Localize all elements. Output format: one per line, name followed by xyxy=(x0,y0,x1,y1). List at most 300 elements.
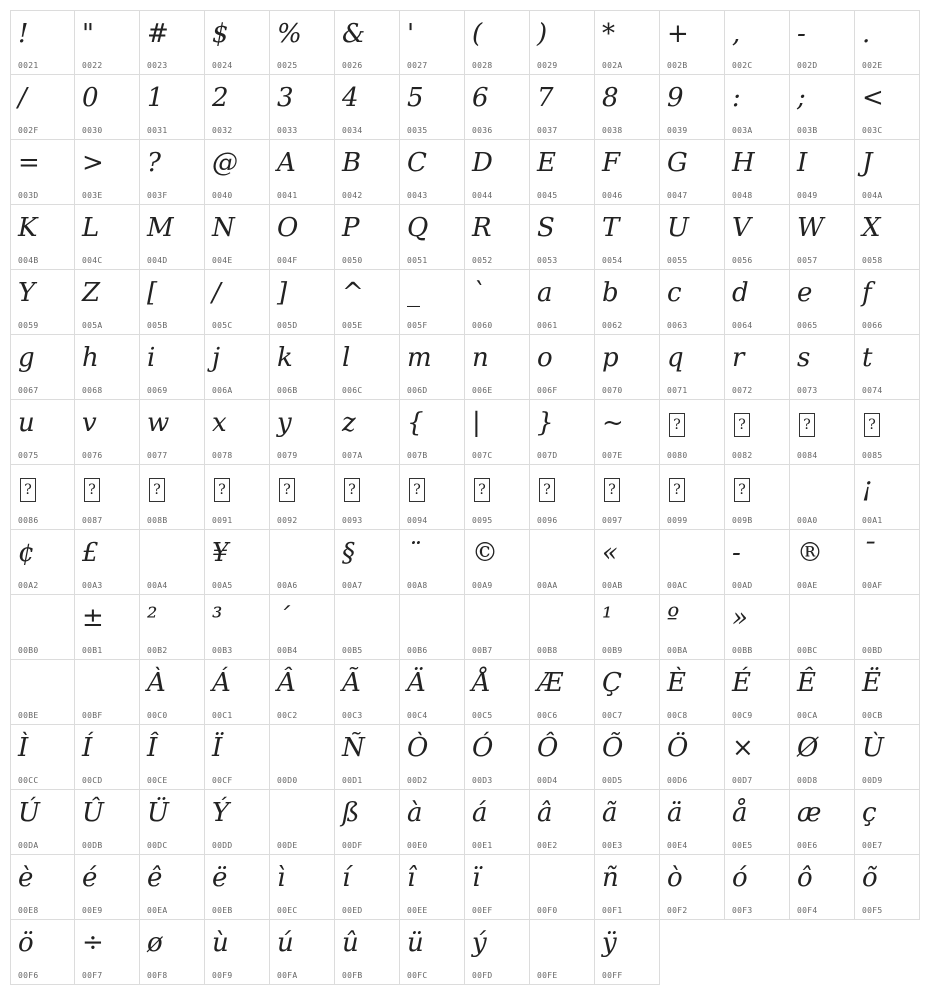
glyph-sample: ¥ xyxy=(212,538,229,568)
glyph-sample: ë xyxy=(212,863,228,893)
glyph-cell xyxy=(725,205,790,270)
glyph-codepoint: 00FB xyxy=(342,971,363,980)
glyph-grid xyxy=(10,10,920,985)
glyph-codepoint: 0038 xyxy=(602,126,623,135)
glyph-cell xyxy=(790,465,855,530)
glyph-cell xyxy=(400,400,465,465)
glyph-codepoint: 00E3 xyxy=(602,841,623,850)
glyph-cell xyxy=(400,270,465,335)
glyph-codepoint: 0074 xyxy=(862,386,883,395)
glyph-cell xyxy=(660,205,725,270)
glyph-sample: ¢ xyxy=(18,538,35,568)
glyph-sample: V xyxy=(732,213,751,243)
glyph-cell xyxy=(855,465,920,530)
glyph-cell xyxy=(335,855,400,920)
glyph-cell xyxy=(725,790,790,855)
glyph-codepoint: 00C6 xyxy=(537,711,558,720)
glyph-sample: } xyxy=(537,408,554,438)
glyph-cell xyxy=(10,660,75,725)
glyph-codepoint: 00A7 xyxy=(342,581,363,590)
missing-glyph-box: ? xyxy=(409,478,425,502)
glyph-codepoint: 00F6 xyxy=(18,971,39,980)
glyph-sample: @ xyxy=(212,148,238,178)
glyph-codepoint: 0043 xyxy=(407,191,428,200)
glyph-cell xyxy=(465,75,530,140)
glyph-cell xyxy=(530,530,595,595)
glyph-codepoint: 00FD xyxy=(472,971,493,980)
glyph-codepoint: 00F1 xyxy=(602,906,623,915)
glyph-codepoint: 002A xyxy=(602,61,623,70)
glyph-cell xyxy=(205,75,270,140)
glyph-codepoint: 0044 xyxy=(472,191,493,200)
glyph-codepoint: 0084 xyxy=(797,451,818,460)
glyph-codepoint: 00BC xyxy=(797,646,818,655)
glyph-codepoint: 00EC xyxy=(277,906,298,915)
glyph-cell xyxy=(660,465,725,530)
glyph-cell xyxy=(75,530,140,595)
glyph-codepoint: 004B xyxy=(18,256,39,265)
glyph-cell xyxy=(530,400,595,465)
glyph-cell xyxy=(725,270,790,335)
glyph-cell xyxy=(140,205,205,270)
glyph-sample: i xyxy=(147,343,156,373)
missing-glyph-box: ? xyxy=(84,478,100,502)
glyph-codepoint: 0041 xyxy=(277,191,298,200)
glyph-codepoint: 0077 xyxy=(147,451,168,460)
glyph-sample: ç xyxy=(862,798,877,828)
glyph-codepoint: 0052 xyxy=(472,256,493,265)
glyph-codepoint: 0023 xyxy=(147,61,168,70)
glyph-sample: a xyxy=(537,278,553,308)
glyph-cell xyxy=(790,270,855,335)
missing-glyph-box: ? xyxy=(799,413,815,437)
glyph-codepoint: 00E9 xyxy=(82,906,103,915)
glyph-sample: % xyxy=(277,19,302,49)
glyph-codepoint: 0050 xyxy=(342,256,363,265)
glyph-cell xyxy=(140,790,205,855)
glyph-codepoint: 00A2 xyxy=(18,581,39,590)
glyph-cell xyxy=(530,790,595,855)
glyph-codepoint: 006E xyxy=(472,386,493,395)
glyph-sample: B xyxy=(342,148,362,178)
glyph-cell xyxy=(140,335,205,400)
glyph-sample: õ xyxy=(862,863,878,893)
glyph-cell xyxy=(790,855,855,920)
glyph-codepoint: 005D xyxy=(277,321,298,330)
glyph-codepoint: 004F xyxy=(277,256,298,265)
glyph-sample: & xyxy=(342,19,366,49)
glyph-codepoint: 0065 xyxy=(797,321,818,330)
glyph-codepoint: 002C xyxy=(732,61,753,70)
glyph-sample: û xyxy=(342,928,359,958)
glyph-codepoint: 002D xyxy=(797,61,818,70)
glyph-cell xyxy=(10,725,75,790)
glyph-sample: r xyxy=(732,343,745,373)
glyph-codepoint: 0095 xyxy=(472,516,493,525)
glyph-sample: è xyxy=(18,863,34,893)
glyph-cell xyxy=(140,270,205,335)
glyph-cell xyxy=(465,140,530,205)
glyph-cell xyxy=(660,140,725,205)
glyph-cell xyxy=(595,400,660,465)
glyph-cell xyxy=(270,920,335,985)
glyph-cell xyxy=(530,465,595,530)
glyph-cell xyxy=(400,790,465,855)
glyph-codepoint: 0039 xyxy=(667,126,688,135)
glyph-cell xyxy=(205,920,270,985)
glyph-codepoint: 008B xyxy=(147,516,168,525)
glyph-codepoint: 00E2 xyxy=(537,841,558,850)
glyph-codepoint: 00E6 xyxy=(797,841,818,850)
glyph-cell xyxy=(530,10,595,75)
glyph-sample: 1 xyxy=(147,83,164,113)
glyph-sample: Ô xyxy=(537,733,559,763)
glyph-sample: - xyxy=(797,19,806,49)
glyph-sample: = xyxy=(18,148,40,178)
glyph-cell xyxy=(400,725,465,790)
glyph-cell xyxy=(140,400,205,465)
glyph-cell xyxy=(855,725,920,790)
glyph-sample: O xyxy=(277,213,299,243)
glyph-codepoint: 00B3 xyxy=(212,646,233,655)
glyph-cell xyxy=(335,75,400,140)
glyph-codepoint: 0079 xyxy=(277,451,298,460)
glyph-cell xyxy=(465,205,530,270)
glyph-cell xyxy=(530,920,595,985)
glyph-sample: ' xyxy=(407,19,415,49)
glyph-codepoint: 0078 xyxy=(212,451,233,460)
glyph-codepoint: 007A xyxy=(342,451,363,460)
glyph-codepoint: 00D1 xyxy=(342,776,363,785)
missing-glyph-box: ? xyxy=(474,478,490,502)
glyph-cell xyxy=(335,335,400,400)
glyph-sample: * xyxy=(602,19,615,49)
glyph-codepoint: 0021 xyxy=(18,61,39,70)
glyph-cell xyxy=(335,400,400,465)
glyph-cell xyxy=(10,10,75,75)
glyph-cell xyxy=(335,725,400,790)
glyph-cell xyxy=(400,465,465,530)
glyph-sample: ÷ xyxy=(82,928,104,958)
glyph-codepoint: 00E8 xyxy=(18,906,39,915)
glyph-sample: R xyxy=(472,213,492,243)
glyph-codepoint: 00B2 xyxy=(147,646,168,655)
glyph-cell xyxy=(855,660,920,725)
glyph-cell xyxy=(205,10,270,75)
glyph-codepoint: 003B xyxy=(797,126,818,135)
glyph-cell xyxy=(270,335,335,400)
glyph-sample: 9 xyxy=(667,83,684,113)
glyph-cell xyxy=(595,10,660,75)
glyph-codepoint: 00B9 xyxy=(602,646,623,655)
glyph-cell xyxy=(10,75,75,140)
glyph-cell xyxy=(465,855,530,920)
glyph-cell xyxy=(270,465,335,530)
glyph-cell xyxy=(855,790,920,855)
glyph-sample: Ú xyxy=(18,798,40,828)
glyph-codepoint: 00BA xyxy=(667,646,688,655)
glyph-sample: ¯ xyxy=(862,538,875,568)
glyph-cell xyxy=(10,595,75,660)
glyph-codepoint: 0076 xyxy=(82,451,103,460)
glyph-codepoint: 00F3 xyxy=(732,906,753,915)
glyph-codepoint: 007D xyxy=(537,451,558,460)
glyph-codepoint: 0024 xyxy=(212,61,233,70)
glyph-sample: q xyxy=(667,343,684,373)
missing-glyph-box: ? xyxy=(149,478,165,502)
glyph-sample: § xyxy=(342,538,355,568)
glyph-codepoint: 00C4 xyxy=(407,711,428,720)
glyph-cell xyxy=(140,920,205,985)
glyph-codepoint: 00F9 xyxy=(212,971,233,980)
glyph-sample: Ö xyxy=(667,733,689,763)
glyph-cell xyxy=(335,140,400,205)
glyph-codepoint: 00CE xyxy=(147,776,168,785)
glyph-cell xyxy=(530,595,595,660)
glyph-sample: Ø xyxy=(797,733,819,763)
glyph-codepoint: 004D xyxy=(147,256,168,265)
glyph-sample: ( xyxy=(472,19,483,49)
glyph-sample: ò xyxy=(667,863,683,893)
glyph-sample: { xyxy=(407,408,424,438)
glyph-cell xyxy=(530,725,595,790)
glyph-codepoint: 00BD xyxy=(862,646,883,655)
missing-glyph-box: ? xyxy=(279,478,295,502)
glyph-codepoint: 00F4 xyxy=(797,906,818,915)
glyph-codepoint: 0055 xyxy=(667,256,688,265)
glyph-cell xyxy=(530,335,595,400)
glyph-sample: I xyxy=(797,148,808,178)
glyph-codepoint: 00DF xyxy=(342,841,363,850)
missing-glyph-box: ? xyxy=(669,478,685,502)
glyph-codepoint: 004A xyxy=(862,191,883,200)
glyph-codepoint: 00AF xyxy=(862,581,883,590)
glyph-codepoint: 003C xyxy=(862,126,883,135)
glyph-codepoint: 0040 xyxy=(212,191,233,200)
glyph-cell xyxy=(660,10,725,75)
glyph-cell xyxy=(465,270,530,335)
glyph-sample: ä xyxy=(667,798,683,828)
glyph-sample: ~ xyxy=(602,408,624,438)
glyph-sample: v xyxy=(82,408,97,438)
glyph-sample: ¨ xyxy=(407,538,420,568)
glyph-cell xyxy=(270,205,335,270)
glyph-cell xyxy=(140,465,205,530)
glyph-codepoint: 0033 xyxy=(277,126,298,135)
glyph-sample: Æ xyxy=(537,668,564,698)
glyph-codepoint: 005E xyxy=(342,321,363,330)
glyph-codepoint: 00DA xyxy=(18,841,39,850)
glyph-codepoint: 00BF xyxy=(82,711,103,720)
glyph-sample: A xyxy=(277,148,296,178)
glyph-cell xyxy=(595,790,660,855)
glyph-cell xyxy=(530,140,595,205)
glyph-cell xyxy=(140,75,205,140)
glyph-cell xyxy=(660,725,725,790)
glyph-codepoint: 00C1 xyxy=(212,711,233,720)
glyph-codepoint: 00C5 xyxy=(472,711,493,720)
glyph-sample: é xyxy=(82,863,98,893)
glyph-cell xyxy=(205,400,270,465)
glyph-codepoint: 006A xyxy=(212,386,233,395)
glyph-cell xyxy=(465,10,530,75)
glyph-codepoint: 0067 xyxy=(18,386,39,395)
glyph-cell xyxy=(790,400,855,465)
glyph-codepoint: 005F xyxy=(407,321,428,330)
glyph-cell xyxy=(660,400,725,465)
glyph-codepoint: 0025 xyxy=(277,61,298,70)
glyph-codepoint: 00E4 xyxy=(667,841,688,850)
glyph-cell xyxy=(270,855,335,920)
glyph-sample: n xyxy=(472,343,489,373)
missing-glyph-box: ? xyxy=(734,478,750,502)
glyph-cell xyxy=(855,335,920,400)
glyph-codepoint: 00A8 xyxy=(407,581,428,590)
glyph-codepoint: 00D7 xyxy=(732,776,753,785)
glyph-codepoint: 004E xyxy=(212,256,233,265)
glyph-cell xyxy=(335,270,400,335)
glyph-codepoint: 00EA xyxy=(147,906,168,915)
glyph-cell xyxy=(725,140,790,205)
glyph-codepoint: 00ED xyxy=(342,906,363,915)
glyph-codepoint: 0075 xyxy=(18,451,39,460)
glyph-codepoint: 00AE xyxy=(797,581,818,590)
glyph-cell xyxy=(400,920,465,985)
glyph-cell xyxy=(75,140,140,205)
glyph-sample: ú xyxy=(277,928,294,958)
glyph-cell xyxy=(270,10,335,75)
glyph-codepoint: 0080 xyxy=(667,451,688,460)
glyph-cell xyxy=(595,530,660,595)
glyph-sample: $ xyxy=(212,19,229,49)
glyph-codepoint: 00B6 xyxy=(407,646,428,655)
glyph-sample: W xyxy=(797,213,824,243)
glyph-codepoint: 0099 xyxy=(667,516,688,525)
glyph-sample: ; xyxy=(797,83,806,113)
glyph-codepoint: 0056 xyxy=(732,256,753,265)
glyph-sample: > xyxy=(82,148,104,178)
glyph-sample: ³ xyxy=(212,603,223,633)
glyph-codepoint: 00EF xyxy=(472,906,493,915)
glyph-codepoint: 00A0 xyxy=(797,516,818,525)
glyph-cell xyxy=(270,725,335,790)
glyph-codepoint: 00AA xyxy=(537,581,558,590)
glyph-cell xyxy=(595,465,660,530)
glyph-codepoint: 0059 xyxy=(18,321,39,330)
glyph-cell xyxy=(790,660,855,725)
glyph-codepoint: 002B xyxy=(667,61,688,70)
glyph-sample: ì xyxy=(277,863,286,893)
glyph-sample: ô xyxy=(797,863,813,893)
glyph-sample: ` xyxy=(472,278,485,308)
glyph-codepoint: 0036 xyxy=(472,126,493,135)
glyph-cell xyxy=(855,140,920,205)
glyph-cell xyxy=(595,725,660,790)
glyph-cell xyxy=(335,205,400,270)
glyph-sample: . xyxy=(862,19,871,49)
glyph-cell xyxy=(10,270,75,335)
glyph-sample: t xyxy=(862,343,873,373)
glyph-sample: 0 xyxy=(82,83,99,113)
glyph-sample: È xyxy=(667,668,686,698)
glyph-codepoint: 00FA xyxy=(277,971,298,980)
glyph-sample: ö xyxy=(18,928,34,958)
glyph-cell xyxy=(270,75,335,140)
glyph-sample: » xyxy=(732,603,748,633)
glyph-codepoint: 00EB xyxy=(212,906,233,915)
glyph-sample: l xyxy=(342,343,351,373)
glyph-sample: H xyxy=(732,148,755,178)
glyph-sample: m xyxy=(407,343,432,373)
glyph-cell xyxy=(855,530,920,595)
glyph-codepoint: 00AD xyxy=(732,581,753,590)
glyph-codepoint: 002F xyxy=(18,126,39,135)
glyph-sample: T xyxy=(602,213,620,243)
glyph-cell xyxy=(725,725,790,790)
glyph-sample: h xyxy=(82,343,99,373)
glyph-codepoint: 00CD xyxy=(82,776,103,785)
glyph-codepoint: 006F xyxy=(537,386,558,395)
glyph-codepoint: 006D xyxy=(407,386,428,395)
glyph-sample: î xyxy=(407,863,416,893)
glyph-sample: - xyxy=(732,538,741,568)
glyph-sample: Q xyxy=(407,213,429,243)
glyph-cell xyxy=(10,205,75,270)
glyph-codepoint: 00E5 xyxy=(732,841,753,850)
glyph-codepoint: 0045 xyxy=(537,191,558,200)
glyph-sample: D xyxy=(472,148,493,178)
glyph-codepoint: 00A6 xyxy=(277,581,298,590)
glyph-codepoint: 00E7 xyxy=(862,841,883,850)
glyph-codepoint: 0028 xyxy=(472,61,493,70)
glyph-sample: x xyxy=(212,408,227,438)
glyph-cell xyxy=(270,595,335,660)
glyph-codepoint: 0037 xyxy=(537,126,558,135)
glyph-codepoint: 005C xyxy=(212,321,233,330)
glyph-cell xyxy=(595,140,660,205)
glyph-codepoint: 007E xyxy=(602,451,623,460)
glyph-sample: J xyxy=(862,148,873,178)
glyph-codepoint: 00DD xyxy=(212,841,233,850)
glyph-codepoint: 0066 xyxy=(862,321,883,330)
glyph-sample: d xyxy=(732,278,749,308)
missing-glyph-box: ? xyxy=(734,413,750,437)
glyph-codepoint: 0049 xyxy=(797,191,818,200)
glyph-sample: M xyxy=(147,213,174,243)
glyph-cell xyxy=(400,855,465,920)
glyph-codepoint: 0063 xyxy=(667,321,688,330)
glyph-cell xyxy=(855,10,920,75)
glyph-cell xyxy=(725,400,790,465)
glyph-codepoint: 00C2 xyxy=(277,711,298,720)
glyph-codepoint: 0031 xyxy=(147,126,168,135)
glyph-cell xyxy=(660,270,725,335)
glyph-sample: À xyxy=(147,668,166,698)
glyph-codepoint: 005B xyxy=(147,321,168,330)
glyph-sample: ® xyxy=(797,538,823,568)
glyph-sample: ó xyxy=(732,863,748,893)
glyph-cell xyxy=(855,855,920,920)
glyph-sample: 4 xyxy=(342,83,359,113)
glyph-codepoint: 00E0 xyxy=(407,841,428,850)
glyph-cell xyxy=(465,725,530,790)
glyph-sample: æ xyxy=(797,798,822,828)
glyph-cell xyxy=(10,920,75,985)
glyph-codepoint: 00B4 xyxy=(277,646,298,655)
glyph-cell xyxy=(400,595,465,660)
glyph-cell xyxy=(335,790,400,855)
glyph-cell xyxy=(790,140,855,205)
